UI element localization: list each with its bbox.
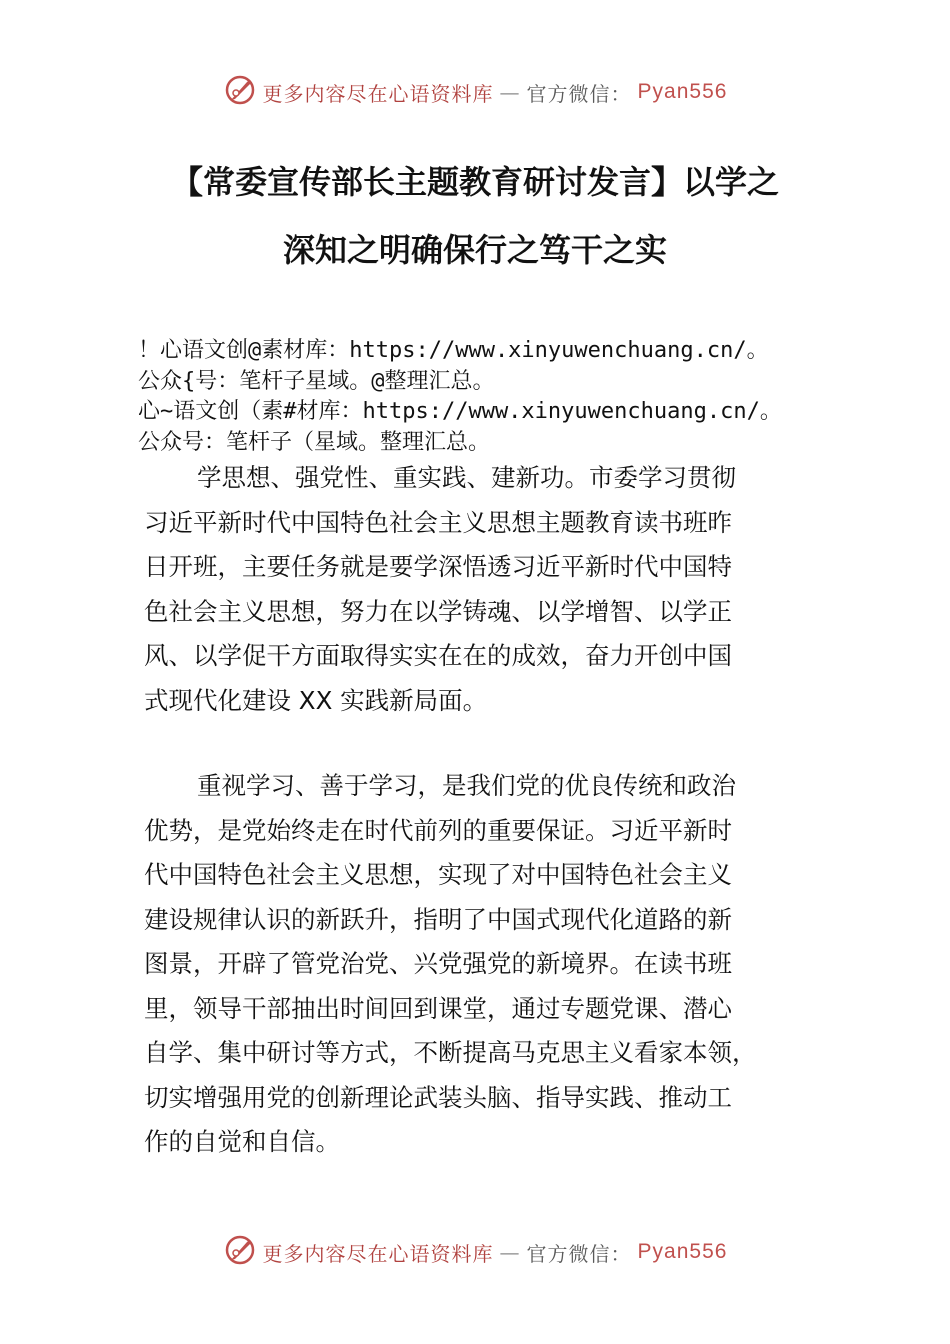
header-banner: [0, 72, 950, 112]
body-paragraph-2: [144, 764, 814, 1165]
title-line-2: 深知之明确保行之笃干之实: [282, 231, 667, 269]
paragraph-line: 切实增强用党的创新理论武装头脑、指导实践、推动工: [144, 1082, 732, 1112]
watermark-line: 公众{号：笔杆子星域。@整理汇总。: [138, 368, 495, 394]
paragraph-line: 习近平新时代中国特色社会主义思想主题教育读书班昨: [144, 507, 732, 537]
watermark-line: 公众号：笔杆子（星域。整理汇总。: [138, 429, 491, 455]
paragraph-line: 作的自觉和自信。: [144, 1127, 340, 1156]
watermark-line: ！心语文创@素材库：https://www.xinyuwenchuang.cn/。: [138, 338, 769, 363]
paragraph-line: 风、以学促干方面取得实实在在的成效，奋力开创中国: [144, 641, 732, 670]
banner-wechat-label: 官方微信：: [526, 81, 632, 106]
footer-banner: [0, 1232, 950, 1272]
paragraph-line: 自学、集中研讨等方式，不断提高马克思主义看家本领，: [144, 1038, 757, 1067]
paragraph-line: 日开班，主要任务就是要学深悟透习近平新时代中国特: [144, 552, 732, 581]
paragraph-line: 重视学习、善于学习，是我们党的优良传统和政治: [197, 771, 736, 800]
quill-seal-icon: [223, 73, 257, 111]
banner-text: 更多内容尽在心语资料库: [262, 1241, 494, 1266]
title-line-1: 【常委宣传部长主题教育研讨发言】以学之: [170, 163, 779, 201]
paragraph-line: 代中国特色社会主义思想，实现了对中国特色社会主义: [144, 860, 732, 889]
banner-wechat-label: 官方微信：: [526, 1241, 632, 1266]
banner-text: 更多内容尽在心语资料库: [262, 81, 494, 106]
paragraph-line: 色社会主义思想，努力在以学铸魂、以学增智、以学正: [144, 596, 732, 626]
paragraph-line: 学思想、强党性、重实践、建新功。市委学习贯彻: [197, 463, 736, 492]
banner-separator: —: [499, 80, 521, 104]
document-title: [120, 148, 830, 284]
paragraph-line: 式现代化建设 XX 实践新局面。: [144, 685, 488, 715]
body-paragraph-1: [144, 456, 814, 723]
banner-wechat-id: Pyan556: [637, 1240, 728, 1263]
banner-wechat-id: Pyan556: [637, 80, 728, 103]
watermark-line: 心~语文创（素#材库：https://www.xinyuwenchuang.cn/。: [138, 399, 782, 424]
paragraph-line: 图景，开辟了管党治党、兴党强党的新境界。在读书班: [144, 949, 732, 978]
paragraph-line: 优势，是党始终走在时代前列的重要保证。习近平新时: [144, 815, 732, 845]
quill-seal-icon: [223, 1233, 257, 1271]
banner-separator: —: [499, 1240, 521, 1264]
watermark-block: [138, 336, 838, 458]
paragraph-line: 里，领导干部抽出时间回到课堂，通过专题党课、潜心: [144, 993, 732, 1023]
paragraph-line: 建设规律认识的新跃升，指明了中国式现代化道路的新: [144, 904, 732, 934]
